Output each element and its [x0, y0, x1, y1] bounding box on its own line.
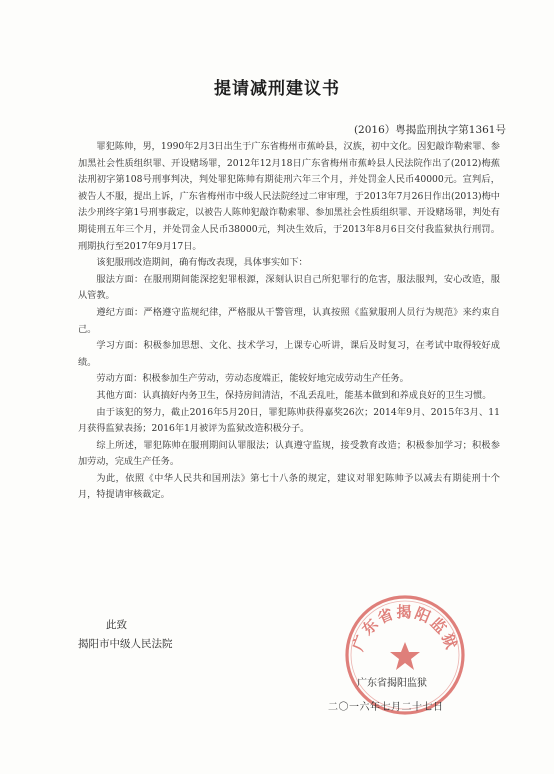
signature-organization: 广东省揭阳监狱 [357, 678, 427, 689]
signature-date: 二〇一六年七月二十七日 [328, 702, 444, 713]
paragraph-recommendation: 为此，依照《中华人民共和国刑法》第七十八条的规定，建议对罪犯陈帅予以减去有期徒刑十个月，特提请审核裁定。 [78, 472, 500, 501]
closing-recipient: 揭阳市中级人民法院 [78, 638, 173, 650]
paragraph-case-facts: 罪犯陈帅，男，1990年2月3日出生于广东省梅州市蕉岭县，汉族，初中文化。因犯敲诈勒索罪、参加黑社会性质组织罪、开设赌场罪，2012年12月18日广东省梅州市蕉岭县人民法院作出了(2012)梅蕉法刑初字第108号刑事判决，判处罪犯陈帅有期徒刑六年三个月，并处罚金人民币40000元。宣判后，被告人不服，提出上诉，广东省梅州市中级人民法院经过二审审理，于2013年7月26日作出(2013)梅中法少刑终字第1号刑事裁定，以被告人陈帅犯敲诈勒索罪、参加黑社会性质组织罪、开设赌场罪，判处有期徒刑五年三个月，并处罚金人民币38000元，判决生效后，于2013年8月6日交付我监狱执行刑罚。刑期执行至2017年9月17日。 [78, 141, 500, 252]
paragraph-law-abiding: 服法方面：在服刑期间能深挖犯罪根源，深刻认识自己所犯罪行的危害，服法服判，安心改造，服从管教。 [78, 273, 500, 302]
closing-block [78, 616, 173, 654]
closing-salute: 此致 [106, 619, 127, 631]
paragraph-intro: 该犯服刑改造期间，确有悔改表现，具体事实如下： [96, 257, 308, 269]
paragraph-study: 学习方面：积极参加思想、文化、技术学习，上课专心听讲，课后及时复习，在考试中取得较好成绩。 [78, 340, 500, 368]
paragraph-rewards: 由于该犯的努力，截止2016年5月20日，罪犯陈帅获得嘉奖26次；2014年9月、2015年3月、11月获得监狱表扬；2016年1月被评为监狱改造积极分子。 [78, 406, 500, 435]
document-body [78, 139, 500, 504]
paragraph-labor: 劳动方面：积极参加生产劳动，劳动态度端正，能较好地完成劳动生产任务。 [96, 373, 409, 385]
seal-text: 广东省揭阳监狱 [348, 603, 462, 654]
paragraph-other: 其他方面：认真搞好内务卫生，保持房间清洁，不乱丢乱吐，能基本做到和养成良好的卫生习惯。 [96, 389, 492, 401]
paragraph-discipline: 遵纪方面：严格遵守监规纪律，严格服从干警管理，认真按照《监狱服刑人员行为规范》来约束自己。 [78, 306, 500, 335]
document-number: (2016）粤揭监刑执字第1361号 [353, 124, 506, 136]
paragraph-summary: 综上所述，罪犯陈帅在服刑期间认罪服法；认真遵守监规，接受教育改造；积极参加学习；积极参加劳动，完成生产任务。 [78, 439, 500, 468]
document-title: 提请减刑建议书 [214, 79, 340, 99]
